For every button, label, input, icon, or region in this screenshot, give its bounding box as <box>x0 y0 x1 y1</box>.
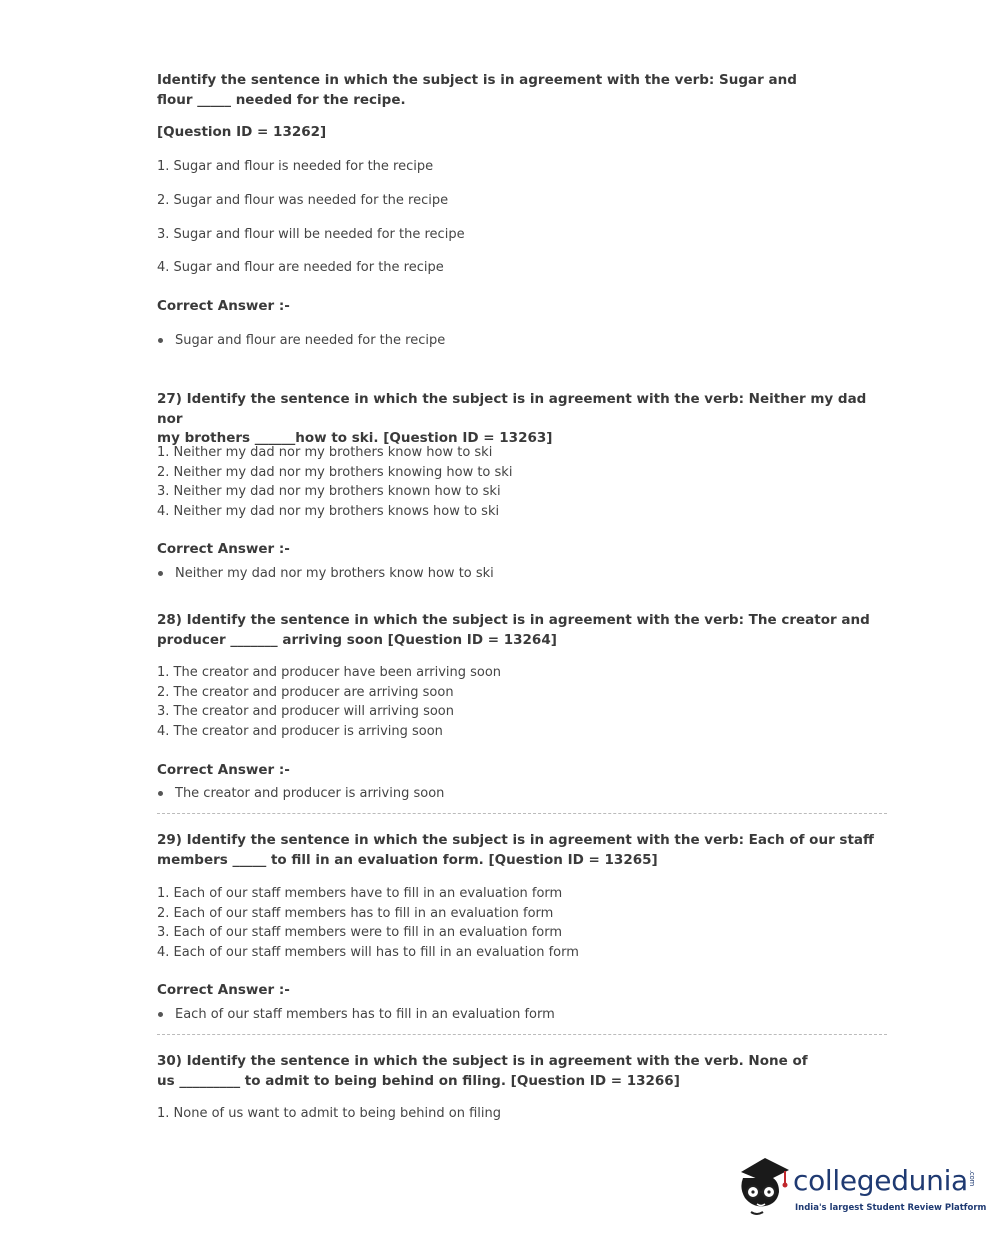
answer-text: The creator and producer is arriving soon <box>175 786 445 801</box>
option-1: 1. None of us want to admit to being behind on filing <box>157 1106 501 1121</box>
correct-answer <box>157 784 444 803</box>
option-4: 4. The creator and producer is arriving soon <box>157 723 443 739</box>
bullet-icon <box>158 1012 163 1017</box>
collegedunia-logo <box>733 1150 987 1225</box>
correct-answer-label: Correct Answer :- <box>157 762 290 778</box>
option-3: 3. The creator and producer will arriving soon <box>157 704 455 719</box>
correct-answer-label: Correct Answer :- <box>157 541 290 557</box>
answer-text: Sugar and flour are needed for the recipe <box>175 333 446 348</box>
options-27 <box>157 443 512 521</box>
option-3: 3. Neither my dad nor my brothers known how to ski <box>157 484 501 499</box>
option-3: 3. Sugar and flour will be needed for the recipe <box>157 226 465 242</box>
correct-answer <box>157 1005 555 1024</box>
question-id: [Question ID = 13262] <box>157 124 327 140</box>
logo-tagline: India's largest Student Review Platform <box>795 1203 987 1213</box>
option-4: 4. Sugar and flour are needed for the recipe <box>157 260 444 276</box>
option-2: 2. Each of our staff members has to fill in an evaluation form <box>157 905 554 921</box>
question-29-text: 29) Identify the sentence in which the subject is in agreement with the verb: Each of our staff members _____ to fill in an evaluation form. [Question ID = 13265] <box>157 832 874 868</box>
mascot-icon <box>733 1152 793 1222</box>
options-28 <box>157 663 501 741</box>
section-divider <box>157 813 887 814</box>
option-1: 1. Sugar and flour is needed for the recipe <box>157 159 434 174</box>
options-29 <box>157 884 579 962</box>
correct-answer-label: Correct Answer :- <box>157 982 290 998</box>
option-2: 2. Neither my dad nor my brothers knowing how to ski <box>157 464 513 480</box>
option-2: 2. The creator and producer are arriving soon <box>157 684 454 700</box>
option-4: 4. Neither my dad nor my brothers knows how to ski <box>157 503 500 519</box>
question-30-text: 30) Identify the sentence in which the subject is in agreement with the verb. None of us _________ to admit to being behind on filing. [Question ID = 13266] <box>157 1053 808 1089</box>
bullet-icon <box>158 338 163 343</box>
option-3: 3. Each of our staff members were to fill in an evaluation form <box>157 925 563 940</box>
bullet-icon <box>158 791 163 796</box>
option-1: 1. The creator and producer have been arriving soon <box>157 665 502 680</box>
bullet-icon <box>158 571 163 576</box>
question-26 <box>157 71 887 140</box>
question-text: Identify the sentence in which the subject is in agreement with the verb: Sugar and flour _____ needed for the recipe. <box>157 72 797 108</box>
option-1: 1. Neither my dad nor my brothers know how to ski <box>157 445 493 460</box>
answer-text: Each of our staff members has to fill in an evaluation form <box>175 1007 555 1022</box>
option-1: 1. Each of our staff members have to fill in an evaluation form <box>157 886 563 901</box>
correct-answer-label: Correct Answer :- <box>157 298 290 314</box>
section-divider <box>157 1034 887 1035</box>
options-30 <box>157 1104 501 1124</box>
logo-wordmark: collegedunia .com <box>793 1164 976 1197</box>
option-2: 2. Sugar and flour was needed for the recipe <box>157 192 449 208</box>
question-27-text: 27) Identify the sentence in which the subject is in agreement with the verb: Neither my dad nor my brothers ______how to ski. [Question ID = 13263] <box>157 391 867 446</box>
correct-answer <box>157 331 445 350</box>
options-26 <box>157 157 465 278</box>
option-4: 4. Each of our staff members will has to fill in an evaluation form <box>157 944 579 960</box>
question-28-text: 28) Identify the sentence in which the subject is in agreement with the verb: The creator and producer _______ arriving soon [Question ID = 13264] <box>157 612 870 648</box>
answer-text: Neither my dad nor my brothers know how to ski <box>175 566 494 581</box>
correct-answer <box>157 564 494 583</box>
